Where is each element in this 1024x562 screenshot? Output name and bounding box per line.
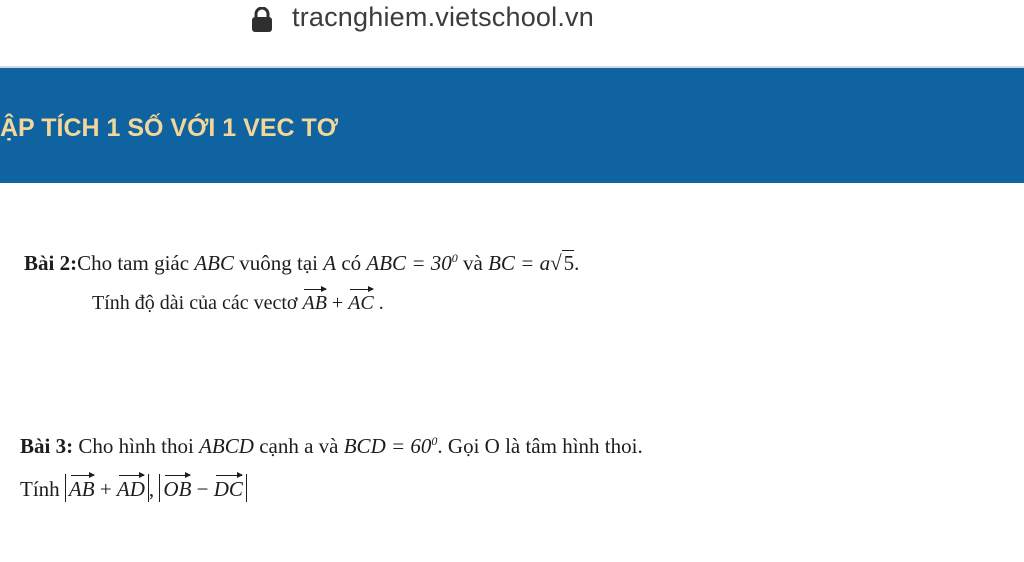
sqrt-radicand: 5 [563,251,575,275]
vector-ac: AC [348,292,374,314]
degree-symbol: 0 [451,251,458,265]
angle-value: = 30 [406,251,452,275]
problem2-question: Tính độ dài của các vectơ [92,292,303,314]
problem3-line2 [20,474,247,502]
problem2-period: . [373,292,384,314]
vector-dc: DC [213,477,243,501]
minus-sign: − [191,477,214,501]
problem3-question: Tính [20,477,65,501]
problem2-text: có [336,251,367,275]
problem2-period: . [574,251,580,275]
problem2-label: Bài 2: [24,251,78,275]
angle-value: = 60 [385,434,432,458]
plus-sign: + [94,477,117,501]
page-banner [0,68,1024,183]
vector-ob: OB [163,477,192,501]
right-angle-vertex: A [323,251,337,275]
page-title: ẬP TÍCH 1 SỐ VỚI 1 VEC TƠ [0,114,339,142]
problem3-text: Cho hình thoi [73,434,200,458]
problem3-line1 [20,434,643,459]
browser-url-bar[interactable] [0,0,1024,66]
problem3-text: cạnh a và [253,434,344,458]
comma: , [148,477,160,501]
problem3-label: Bài 3: [20,434,74,458]
angle-name: ABC [366,251,407,275]
side-equals: = [514,251,540,275]
angle-name: BCD [343,434,386,458]
vector-ab: AB [302,292,327,314]
url-text[interactable]: tracnghiem.vietschool.vn [292,2,594,32]
problem2-line2 [92,292,384,315]
problem3-text: . Gọi O là tâm hình thoi. [437,434,643,458]
rhombus-name: ABCD [199,434,254,458]
problem2-text: vuông tại [234,251,324,275]
problem2-text: Cho tam giác [77,251,195,275]
vector-ab: AB [68,477,95,501]
lock-icon [251,7,273,33]
abs-sum [65,474,149,502]
sqrt-symbol: √ [550,251,562,275]
plus-sign: + [326,292,349,314]
triangle-name: ABC [194,251,234,275]
problem2-line1 [24,250,579,276]
exercise-content [0,183,1024,562]
side-name: BC [488,251,515,275]
problem2-text: và [457,251,489,275]
side-coefficient: a [539,251,551,275]
degree-symbol: 0 [431,434,438,448]
vector-ad: AD [116,477,145,501]
abs-difference [159,474,247,502]
